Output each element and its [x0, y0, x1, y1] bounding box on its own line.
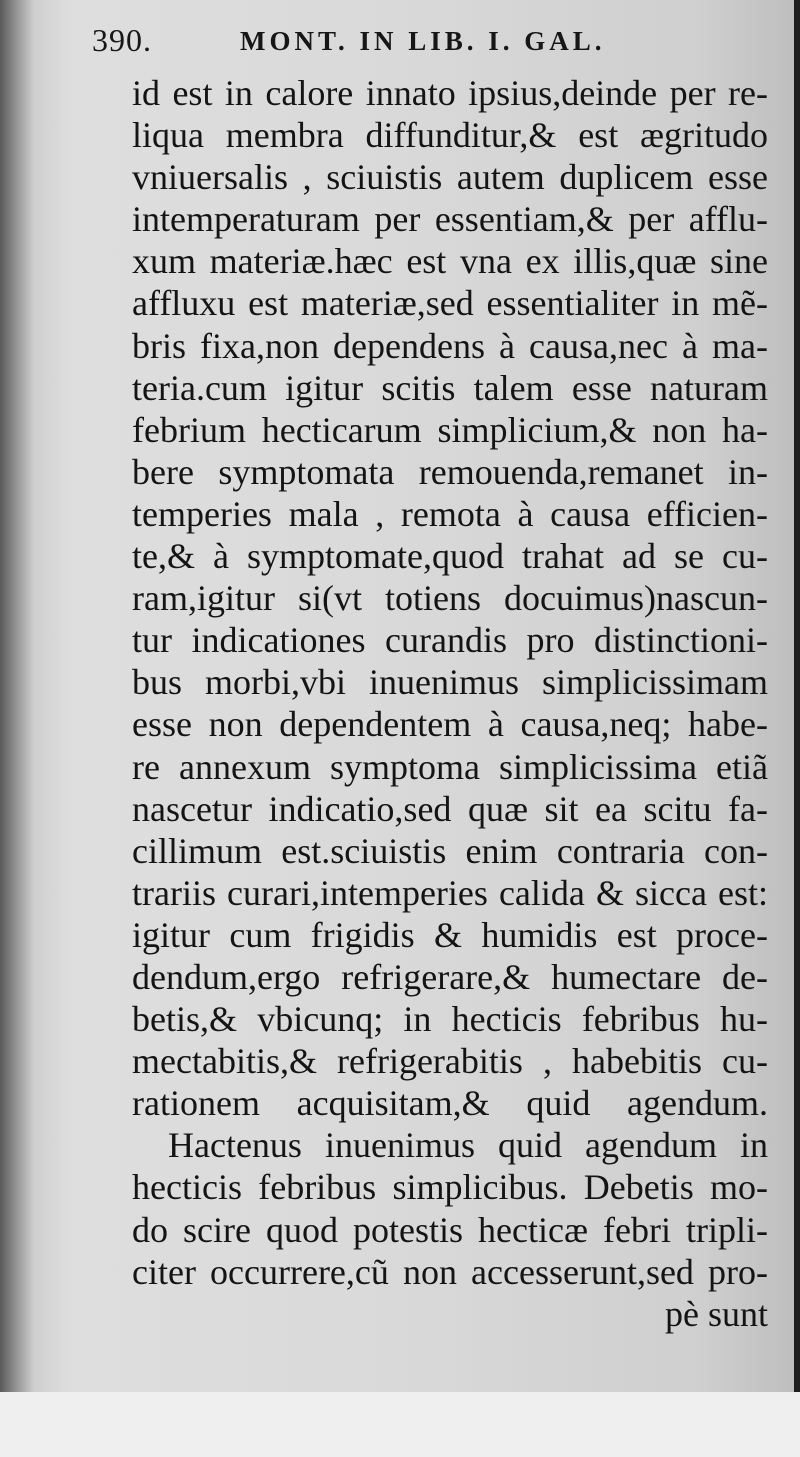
text-line: rationem acquisitam,& quid agendum.	[132, 1083, 768, 1124]
text-line: betis,& vbicunq; in hecticis febribus hu-	[132, 999, 768, 1040]
text-line: hecticis febribus simplicibus. Debetis mo-	[132, 1167, 768, 1208]
text-line: esse non dependentem à causa,neq; habe-	[132, 704, 768, 745]
paragraph-start-line: Hactenus inuenimus quid agendum in	[168, 1125, 768, 1166]
text-line: vniuersalis , sciuistis autem duplicem esse	[132, 157, 768, 198]
text-line: igitur cum frigidis & humidis est proce-	[132, 914, 768, 955]
text-line: dendum,ergo refrigerare,& humectare de-	[132, 956, 768, 997]
text-line: bere symptomata remouenda,remanet in-	[132, 451, 768, 492]
text-line: febrium hecticarum simplicium,& non ha-	[132, 409, 768, 450]
page-edge-shadow	[794, 0, 800, 1457]
text-line: trariis curari,intemperies calida & sicca est:	[132, 872, 768, 913]
text-line: cillimum est.sciuistis enim contraria con-	[132, 830, 768, 871]
body-text	[132, 72, 768, 1335]
text-line: bus morbi,vbi inuenimus simplicissimam	[132, 662, 768, 703]
text-line: do scire quod potestis hecticæ febri tripli-	[132, 1209, 768, 1250]
text-line: te,& à symptomate,quod trahat ad se cu-	[132, 536, 768, 577]
text-line: ram,igitur si(vt totiens docuimus)nascun-	[132, 578, 768, 619]
page-header	[92, 20, 692, 66]
page-number: 390.	[92, 22, 152, 58]
text-line: mectabitis,& refrigerabitis , habebitis cu-	[132, 1041, 768, 1082]
text-line: bris fixa,non dependens à causa,nec à ma-	[132, 325, 768, 366]
text-line: tur indicationes curandis pro distinctioni-	[132, 620, 768, 661]
text-line: teria.cum igitur scitis talem esse naturam	[132, 367, 768, 408]
text-line: id est in calore innato ipsius,deinde per re-	[132, 73, 768, 113]
text-line: xum materiæ.hæc est vna ex illis,quæ sine	[132, 241, 768, 282]
text-line: liqua membra diffunditur,& est ægritudo	[132, 115, 768, 156]
text-line: affluxu est materiæ,sed essentialiter in mẽ-	[132, 283, 768, 324]
text-line: temperies mala , remota à causa efficien-	[132, 493, 768, 534]
text-line: nascetur indicatio,sed quæ sit ea scitu fa-	[132, 788, 768, 829]
text-line: intemperaturam per essentiam,& per afflu-	[132, 199, 768, 240]
page-bottom-margin	[0, 1392, 800, 1457]
running-head: MONT. IN LIB. I. GAL.	[240, 26, 606, 56]
text-line: citer occurrere,cũ non accesserunt,sed pro-	[132, 1251, 768, 1292]
text-line: re annexum symptoma simplicissima etiã	[132, 746, 768, 787]
catchword-line: pè sunt	[665, 1293, 768, 1334]
